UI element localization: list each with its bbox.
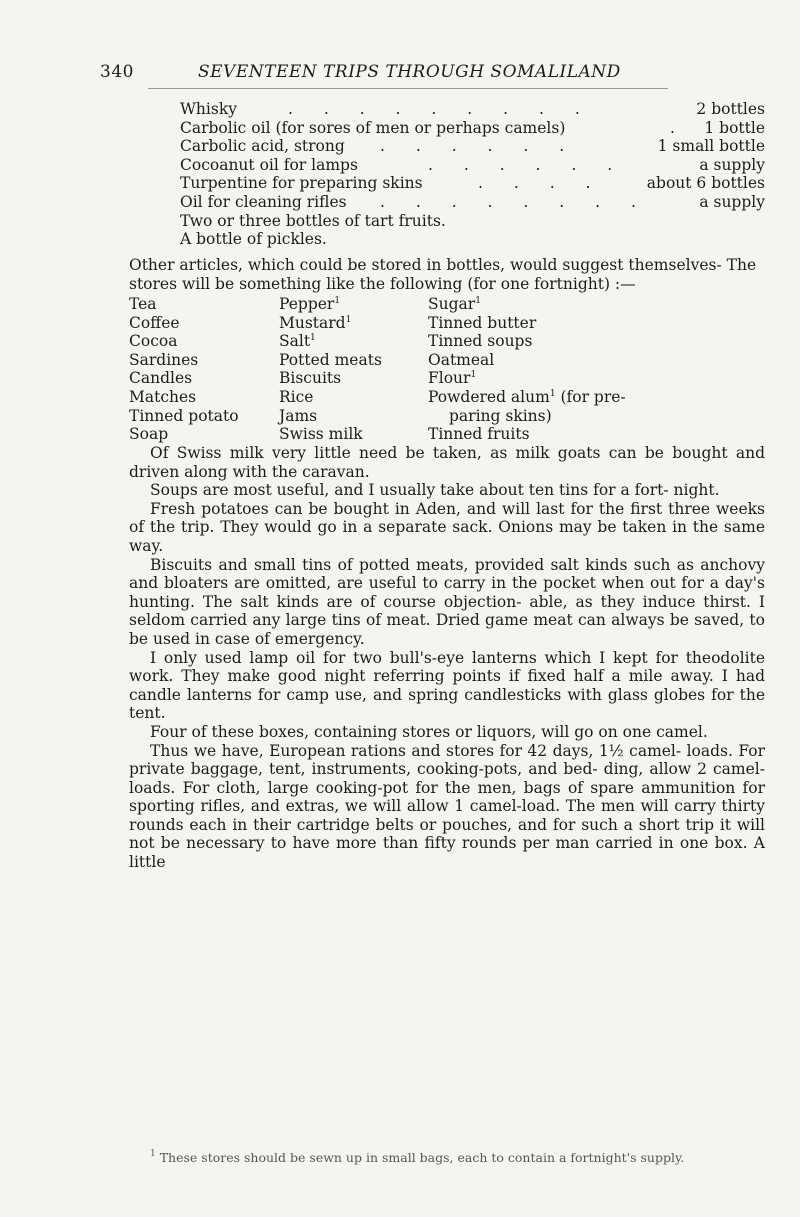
paragraph: Of Swiss milk very little need be taken, as milk goats can be bought and driven along with the caravan. [129, 444, 765, 481]
store-item-marked: Sugar$^1$ [428, 295, 481, 313]
leader-dots: . [670, 118, 688, 137]
supply-item: Carbolic oil (for sores of men or perhaps camels) [180, 118, 566, 137]
paragraph: I only used lamp oil for two bull's-eye lanterns which I kept for theodolite work. They make good night referring points if fixed half a mile away. I had candle lanterns for camp use, and spring candlesticks with glass globes for the tent. [129, 648, 765, 723]
supply-qty: 2 bottles [696, 100, 765, 118]
store-item-continued: paring skins) [449, 406, 552, 425]
paragraph: Four of these boxes, containing stores or liquors, will go on one camel. [150, 722, 708, 741]
store-item-marked: Pepper$^1$ [279, 295, 341, 313]
supply-item: Oil for cleaning rifles [180, 192, 347, 211]
intro-text: Other articles, which could be stored in bottles, would suggest themselves- The stores will be something like the following (for one fortnight) :— [129, 256, 757, 293]
supply-row [180, 119, 765, 138]
supply-row [180, 156, 765, 175]
store-item: Tinned butter [428, 313, 537, 332]
store-item: Swiss milk [279, 425, 363, 444]
supply-qty: a supply [699, 192, 765, 211]
store-item: Jams [279, 406, 318, 425]
stores-column-1 [129, 295, 239, 444]
intro-paragraph [129, 256, 765, 293]
store-item-marked: Salt$^1$ [279, 332, 316, 351]
store-item: Candles [129, 369, 193, 388]
footnote-text: These stores should be sewn up in small bags, each to contain a fortnight's supply. [159, 1150, 685, 1165]
store-item: Tea [129, 295, 157, 313]
supply-item: Turpentine for preparing skins [180, 174, 423, 193]
supply-item: Carbolic acid, strong [180, 137, 345, 156]
paragraph: Biscuits and small tins of potted meats, provided salt kinds such as anchovy and bloaters are omitted, are useful to carry in the pocket when out for a day's hunting. The salt kinds are of course objection- able, as they induce thirst. I seldom carried any large tins of meat. Dried game meat can always be saved, to be used in case of emergency. [129, 555, 765, 648]
store-item: Soap [129, 425, 169, 444]
store-item-marked: Mustard$^1$ [279, 313, 352, 332]
store-item-marked: Flour$^1$ [428, 369, 477, 388]
leader-dots: . . . . . . [380, 137, 578, 156]
supply-qty: a supply [699, 155, 765, 174]
store-item: Cocoa [129, 332, 178, 351]
supply-row [180, 230, 765, 249]
supply-qty: about 6 bottles [646, 174, 765, 193]
supplies-list [180, 100, 765, 249]
stores-column-3 [428, 295, 626, 444]
store-item: Tinned soups [428, 332, 533, 351]
supply-row [180, 100, 765, 119]
store-item: Tinned fruits [428, 425, 530, 444]
leader-dots: . . . . . . . . . [288, 100, 593, 118]
store-item: Matches [129, 387, 197, 406]
supply-item: Two or three bottles of tart fruits. [180, 211, 446, 230]
supply-qty: 1 small bottle [657, 137, 765, 156]
supply-row [180, 212, 765, 231]
body-text [129, 444, 765, 872]
supply-item: Whisky [180, 100, 237, 118]
paragraph: Thus we have, European rations and stores for 42 days, 1½ camel- loads. For private baggage, tent, instruments, cooking-pots, and bed- ding, allow 2 camel-loads. For cloth, large cooking-pot for the men, bags of spare ammunition for sporting rifles, and extras, we will allow 1 camel-load. The men will carry thirty rounds each in their cartridge belts or pouches, and for such a short trip it will not be necessary to have more than fifty rounds per man carried in one box. A little [129, 741, 765, 872]
page-number: 340 [100, 62, 134, 82]
supply-row [180, 174, 765, 193]
store-item: Rice [279, 387, 314, 406]
paragraph: Soups are most useful, and I usually take about ten tins for a fort- night. [150, 481, 720, 500]
header-rule [148, 88, 668, 89]
leader-dots: . . . . . . [428, 155, 626, 174]
store-item: Sardines [129, 350, 199, 369]
footnote-mark: 1 [150, 1149, 156, 1159]
leader-dots: . . . . [478, 174, 604, 193]
running-title: SEVENTEEN TRIPS THROUGH SOMALILAND [198, 62, 621, 82]
leader-dots: . . . . . . . . [380, 192, 649, 211]
store-item: Biscuits [279, 369, 342, 388]
store-item: Potted meats [279, 350, 382, 369]
footnote [150, 1150, 765, 1165]
supply-item: Cocoanut oil for lamps [180, 155, 358, 174]
supply-row [180, 193, 765, 212]
store-item: Coffee [129, 313, 180, 332]
store-item: Oatmeal [428, 350, 495, 369]
supply-qty: 1 bottle [704, 118, 765, 137]
supply-row [180, 137, 765, 156]
store-item-marked: Powdered alum$^1$ (for pre- [428, 387, 626, 406]
stores-column-2 [279, 295, 382, 444]
supply-item: A bottle of pickles. [180, 230, 327, 249]
paragraph: Fresh potatoes can be bought in Aden, and will last for the first three weeks of the trip. They would go in a separate sack. Onions may be taken in the same way. [129, 499, 765, 555]
store-item: Tinned potato [129, 406, 239, 425]
